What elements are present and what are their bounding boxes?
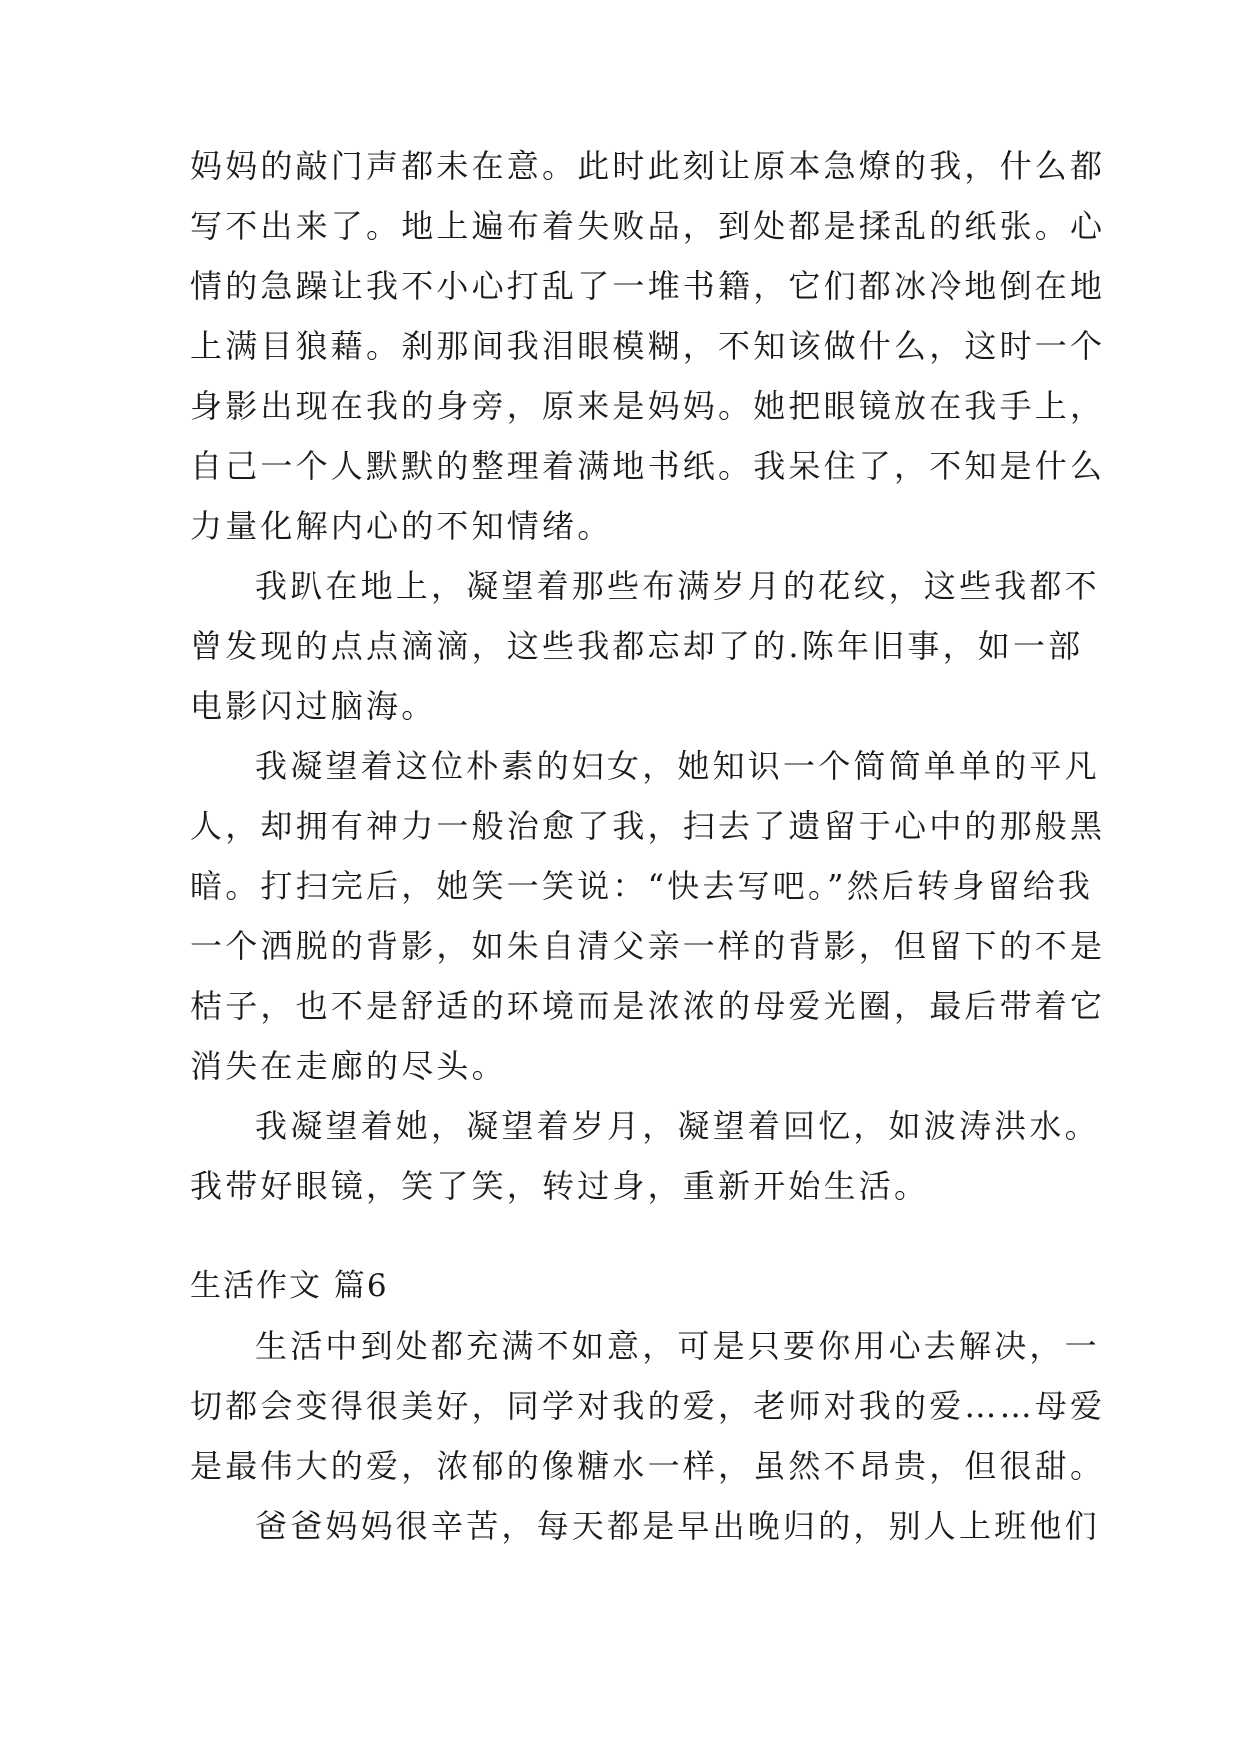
paragraph-line: 情的急躁让我不小心打乱了一堆书籍，它们都冰冷地倒在地 (190, 267, 1106, 305)
paragraph-line: 暗。打扫完后，她笑一笑说：“快去写吧。”然后转身留给我 (190, 867, 1094, 905)
paragraph-line: 人，却拥有神力一般治愈了我，扫去了遗留于心中的那般黑 (190, 807, 1106, 845)
paragraph-line: 桔子，也不是舒适的环境而是浓浓的母爱光圈，最后带着它 (190, 987, 1106, 1025)
paragraph-line: 我带好眼镜，笑了笑，转过身，重新开始生活。 (190, 1167, 930, 1205)
paragraph-line: 我凝望着她，凝望着岁月，凝望着回忆，如波涛洪水。 (255, 1107, 1100, 1145)
paragraph-line: 上满目狼藉。刹那间我泪眼模糊，不知该做什么，这时一个 (190, 327, 1106, 365)
paragraph-line: 生活中到处都充满不如意，可是只要你用心去解决，一 (255, 1327, 1100, 1365)
paragraph-line: 身影出现在我的身旁，原来是妈妈。她把眼镜放在我手上， (190, 387, 1106, 425)
paragraph-line: 我凝望着这位朴素的妇女，她知识一个简简单单的平凡 (255, 747, 1100, 785)
paragraph-line: 妈妈的敲门声都未在意。此时此刻让原本急燎的我，什么都 (190, 147, 1106, 185)
paragraph-line: 写不出来了。地上遍布着失败品，到处都是揉乱的纸张。心 (190, 207, 1106, 245)
paragraph-line: 电影闪过脑海。 (190, 687, 437, 725)
paragraph-line: 我趴在地上，凝望着那些布满岁月的花纹，这些我都不 (255, 567, 1100, 605)
paragraph-line: 曾发现的点点滴滴，这些我都忘却了的.陈年旧事，如一部 (190, 627, 1084, 665)
paragraph-line: 力量化解内心的不知情绪。 (190, 507, 613, 545)
paragraph-line: 自己一个人默默的整理着满地书纸。我呆住了，不知是什么 (190, 447, 1106, 485)
paragraph-line: 消失在走廊的尽头。 (190, 1047, 507, 1085)
paragraph-line: 切都会变得很美好，同学对我的爱，老师对我的爱……母爱 (190, 1387, 1106, 1425)
paragraph-line: 一个洒脱的背影，如朱自清父亲一样的背影，但留下的不是 (190, 927, 1106, 965)
paragraph-line: 是最伟大的爱，浓郁的像糖水一样，虽然不昂贵，但很甜。 (190, 1447, 1106, 1485)
paragraph-line: 爸爸妈妈很辛苦，每天都是早出晚归的，别人上班他们 (255, 1507, 1100, 1545)
section-heading: 生活作文 篇6 (190, 1268, 389, 1304)
